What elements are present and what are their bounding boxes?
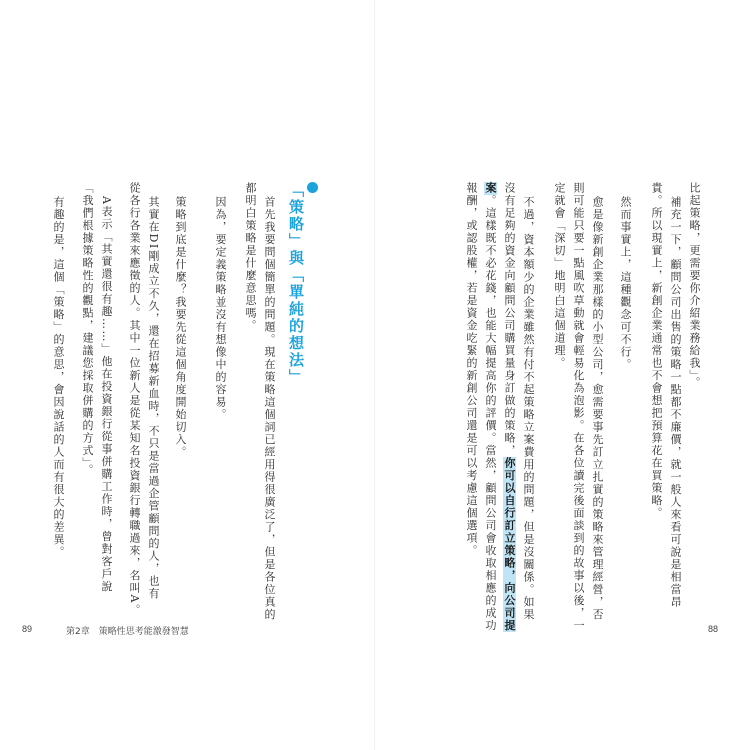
heading-text: 「策略」與「單純的想法」 bbox=[287, 182, 305, 386]
gutter bbox=[374, 0, 375, 750]
text-line: 則可能只要一點風吹草動就會輕易化為泡影。在各位讀完後面談到的故事以後，一 bbox=[572, 182, 585, 632]
highlight: 你可以自行訂立策略，向公司提 bbox=[503, 457, 516, 632]
text-line-highlighted bbox=[501, 182, 518, 632]
page-number-right: 88 bbox=[708, 624, 719, 634]
text-plain: 沒有足夠的資金向顧問公司購買量身訂做的策略， bbox=[503, 182, 516, 457]
text-plain: 。這樣既不必花錢，也能大幅提高你的評價。當然，顧問公司會收取相應的成功 bbox=[484, 194, 497, 632]
text-line: 都明白策略是什麼意思嗎。 bbox=[244, 182, 257, 332]
text-line: 貴。所以現實上，新創企業通常也不會想把預算花在買策略。 bbox=[650, 182, 663, 520]
text-line: 有趣的是，這個「策略」的意思，會因說話的人而有很大的差異。 bbox=[52, 196, 65, 559]
text-line: 愈是像新創企業那樣的小型公司，愈需要事先訂立扎實的策略來管理經營，否 bbox=[591, 196, 604, 621]
text-line-highlighted bbox=[482, 182, 499, 632]
highlight: 案 bbox=[484, 182, 497, 195]
text-line: 「我們根據策略性的觀點，建議您採取併購的方式」。 bbox=[81, 182, 94, 477]
bullet-dot-icon bbox=[307, 182, 318, 193]
text-line: 比起策略，更需要你介紹業務給我」。 bbox=[688, 182, 701, 389]
text-line: 策略到底是什麼？我要先從這個角度開始切入。 bbox=[174, 196, 187, 459]
text-line: 從各行各業來應徵的人。其中一位新人是從某知名投資銀行轉職過來，名叫A。 bbox=[128, 182, 141, 617]
text-line: A表示「其實還很有趣……」他在投資銀行從事併購工作時，曾對客戶說 bbox=[100, 196, 113, 593]
text-line: 然而事實上，這種觀念可不行。 bbox=[619, 196, 632, 371]
text-line: 定就會「深切」地明白這個道理。 bbox=[553, 182, 566, 370]
running-head: 第2章 策略性思考能激發智慧 bbox=[66, 627, 189, 637]
section-heading bbox=[286, 182, 318, 386]
text-line: 報酬，或認股權，若是資金吃緊的新創公司還是可以考慮這個選項。 bbox=[465, 182, 478, 557]
text-line: 其實在DI剛成立不久，還在招募新血時，不只是當過企管顧問的人，也有 bbox=[147, 196, 160, 600]
page-number-left: 89 bbox=[22, 624, 33, 634]
text-line: 不過，資本額少的企業雖然有付不起策略立案費用的問題，但是沒關係。如果 bbox=[522, 196, 535, 621]
text-line: 首先我要問個簡單的問題。現在策略這個詞已經用得很廣泛了，但是各位真的 bbox=[263, 196, 276, 621]
text-line: 補充一下，顧問公司出售的策略一點都不廉價，就一般人來看可說是相當昂 bbox=[669, 196, 682, 609]
text-line: 因為，要定義策略並沒有想像中的容易。 bbox=[214, 196, 227, 421]
